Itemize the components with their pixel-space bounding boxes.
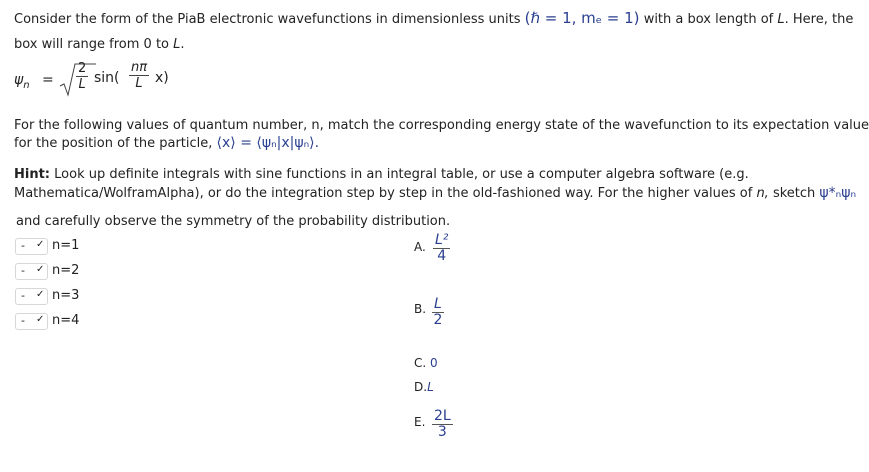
match-label-n1: n=1 [52, 238, 80, 253]
select-value: - [21, 314, 25, 327]
option-c-value: 0 [430, 356, 438, 370]
option-a-denominator: 4 [437, 248, 447, 264]
hint-line-3: and carefully observe the symmetry of the probability distribution. [16, 214, 451, 229]
match-select-n3[interactable] [15, 288, 48, 305]
box-end-symbol: L [173, 37, 181, 52]
box-length-symbol: L [777, 12, 785, 27]
match-label-n3: n=3 [52, 288, 80, 303]
option-letter: B. [414, 302, 427, 316]
option-b-numerator: L [434, 296, 442, 312]
intro-line-2 [14, 37, 185, 52]
match-select-n1[interactable] [15, 238, 48, 255]
option-c [414, 356, 438, 370]
option-letter: E. [414, 415, 426, 429]
chevron-down-icon: ✓ [36, 314, 45, 325]
hint-text: Look up definite integrals with sine functions in an integral table, or use a computer algebra software (e.g. [54, 167, 749, 182]
match-select-n2[interactable] [15, 263, 48, 280]
hint-n: n, [756, 186, 769, 201]
select-value: - [21, 264, 25, 277]
match-label-n2: n=2 [52, 263, 80, 278]
prompt-line-1: For the following values of quantum number, n, match the corresponding energy state of the wavefunction to its expectation value [14, 118, 869, 133]
hint-label: Hint: [14, 167, 51, 182]
option-d-value: L [427, 380, 434, 394]
prompt-text: for the position of the particle, [14, 136, 213, 151]
psi-subscript: n [23, 79, 30, 91]
equals-sign: = [42, 72, 54, 88]
option-letter: A. [414, 240, 426, 254]
option-b-denominator: 2 [433, 312, 443, 328]
select-value: - [21, 289, 25, 302]
arg-numerator: nπ [131, 60, 148, 75]
option-d [414, 380, 434, 394]
hint-line-1 [14, 167, 749, 182]
arg-tail: x) [155, 70, 169, 86]
chevron-down-icon: ✓ [36, 289, 45, 300]
units-math: (ℏ = 1, mₑ = 1) [524, 9, 640, 27]
intro-text-4: box will range from 0 to [14, 37, 170, 52]
sqrt-denominator: L [78, 77, 86, 92]
sqrt-numerator: 2 [78, 61, 87, 76]
prompt-line-2 [14, 135, 319, 151]
match-label-n4: n=4 [52, 313, 80, 328]
option-e-denominator: 3 [437, 424, 447, 440]
hint-text-2: Mathematica/WolframAlpha), or do the integration step by step in the old-fashioned way. For the higher values of [14, 186, 753, 201]
option-letter: C. [414, 356, 427, 370]
intro-text-5: . [180, 37, 185, 52]
hint-text-3: sketch [772, 186, 816, 201]
sin-text: sin( [94, 70, 120, 86]
option-letter: D. [414, 380, 428, 394]
psi-symbol: ψ [14, 72, 24, 88]
chevron-down-icon: ✓ [36, 239, 45, 250]
arg-denominator: L [135, 76, 143, 91]
option-a-numerator: L² [435, 232, 449, 248]
intro-text-3: . Here, the [784, 12, 854, 27]
hint-line-2 [14, 185, 856, 201]
chevron-down-icon: ✓ [36, 264, 45, 275]
option-e-numerator: 2L [434, 408, 451, 424]
expectation-math: ⟨x⟩ = ⟨ψₙ|x|ψₙ⟩. [216, 135, 320, 151]
match-select-n4[interactable] [15, 313, 48, 330]
intro-text-2: with a box length of [643, 12, 774, 27]
psi-product-math: ψ*ₙψₙ [819, 185, 857, 201]
intro-text: Consider the form of the PiaB electronic wavefunctions in dimensionless units [14, 12, 521, 27]
select-value: - [21, 239, 25, 252]
intro-line-1 [14, 9, 853, 27]
